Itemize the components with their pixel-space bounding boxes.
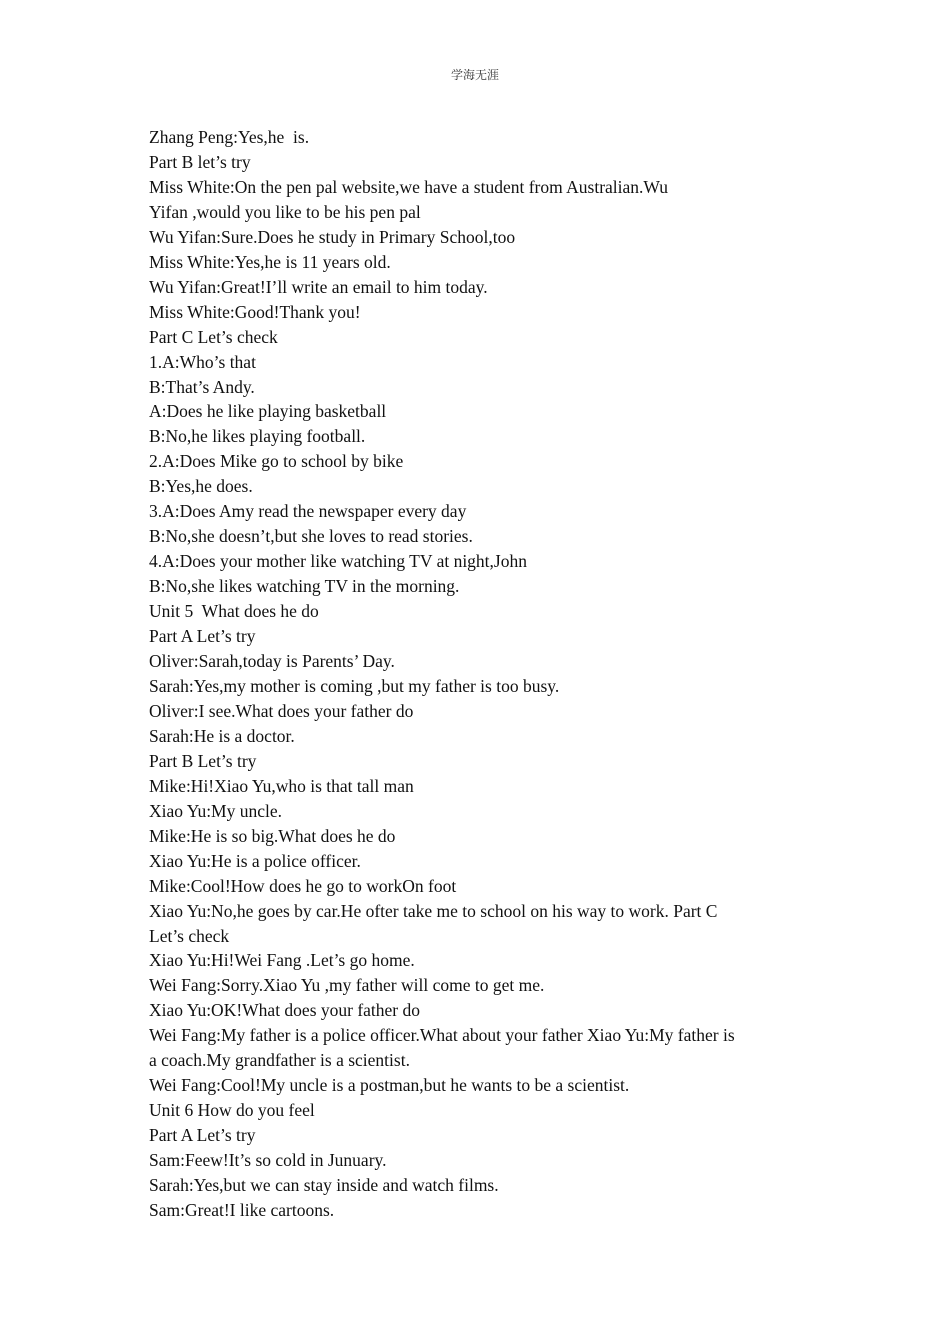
text-line: Xiao Yu:Hi!Wei Fang .Let’s go home. (149, 950, 415, 971)
text-line: 2.A:Does Mike go to school by bike (149, 451, 404, 472)
text-line: 1.A:Who’s that (149, 351, 256, 372)
text-line: Wei Fang:Sorry.Xiao Yu ,my father will come to get me. (149, 975, 545, 996)
text-line: Xiao Yu:OK!What does your father do (149, 1000, 421, 1021)
text-line: Miss White:Good!Thank you! (149, 301, 361, 322)
text-line: Miss White:On the pen pal website,we have a student from Australian.Wu (149, 176, 668, 197)
text-line: 3.A:Does Amy read the newspaper every day (149, 501, 467, 522)
text-line: B:No,she doesn’t,but she loves to read stories. (149, 526, 473, 547)
text-line: Yifan ,would you like to be his pen pal (149, 201, 421, 222)
text-line: a coach.My grandfather is a scientist. (149, 1050, 410, 1071)
text-line: 4.A:Does your mother like watching TV at night,John (149, 551, 527, 572)
section-heading: Part C Let’s check (149, 326, 278, 347)
text-line: Xiao Yu:My uncle. (149, 800, 283, 821)
text-line: Sam:Great!I like cartoons. (149, 1199, 335, 1220)
unit-heading: Unit 5 What does he do (149, 601, 319, 622)
text-line: Wei Fang:My father is a police officer.What about your father Xiao Yu:My father is (149, 1025, 735, 1046)
section-heading: Part A Let’s try (149, 1125, 256, 1146)
text-line: B:No,he likes playing football. (149, 426, 366, 447)
text-line: Let’s check (149, 925, 230, 946)
section-heading: Part A Let’s try (149, 626, 256, 647)
text-line: Xiao Yu:No,he goes by car.He ofter take me to school on his way to work. Part C (149, 900, 718, 921)
text-line: Zhang Peng:Yes,he is. (149, 127, 310, 147)
text-line: Mike:Hi!Xiao Yu,who is that tall man (149, 775, 414, 796)
text-line: B:Yes,he does. (149, 476, 253, 497)
section-heading: Part B Let’s try (149, 750, 257, 771)
text-line: Oliver:I see.What does your father do (149, 700, 414, 721)
text-line: A:Does he like playing basketball (149, 401, 387, 422)
text-line: Wu Yifan:Sure.Does he study in Primary School,too (149, 226, 516, 247)
text-line: Miss White:Yes,he is 11 years old. (149, 251, 391, 272)
text-line: Wei Fang:Cool!My uncle is a postman,but he wants to be a scientist. (149, 1075, 630, 1096)
unit-heading: Unit 6 How do you feel (149, 1100, 315, 1121)
page-header: 学海无涯 (450, 68, 499, 82)
text-line: B:No,she likes watching TV in the morning. (149, 576, 460, 597)
document-body (149, 125, 809, 1223)
text-line: Mike:Cool!How does he go to workOn foot (149, 875, 457, 896)
text-line: Sarah:Yes,but we can stay inside and watch films. (149, 1175, 499, 1196)
text-line: Sam:Feew!It’s so cold in Junuary. (149, 1150, 387, 1171)
text-line: B:That’s Andy. (149, 376, 255, 397)
text-line: Oliver:Sarah,today is Parents’ Day. (149, 651, 395, 672)
text-line: Wu Yifan:Great!I’ll write an email to him today. (149, 276, 488, 297)
section-heading: Part B let’s try (149, 151, 251, 172)
text-line: Sarah:He is a doctor. (149, 725, 295, 746)
text-line: Sarah:Yes,my mother is coming ,but my father is too busy. (149, 675, 560, 696)
text-line: Xiao Yu:He is a police officer. (149, 850, 361, 871)
text-line: Mike:He is so big.What does he do (149, 825, 396, 846)
